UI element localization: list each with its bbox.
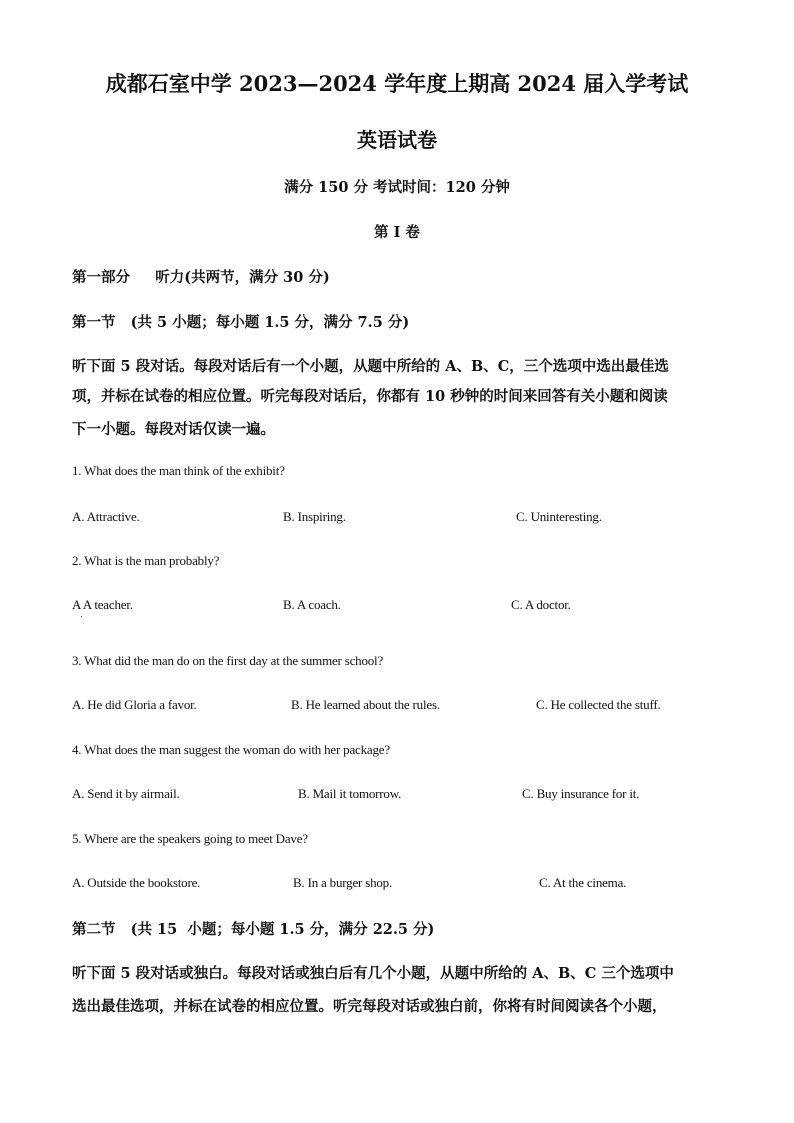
option-b: B. Inspiring.: [283, 509, 346, 524]
option-b: B. He learned about the rules.: [291, 697, 440, 712]
stray-mark: [81, 616, 82, 617]
question-stem: 3. What did the man do on the first day at the summer school?: [72, 653, 384, 668]
section1-instruction-line: 下一小题。每段对话仅读一遍。: [72, 421, 275, 438]
option-c: C. Buy insurance for it.: [522, 786, 640, 801]
option-a: A. Outside the bookstore.: [72, 875, 201, 890]
exam-title: 成都石室中学 2023—2024 学年度上期高 2024 届入学考试: [105, 71, 689, 96]
section1-instruction-line: 项，并标在试卷的相应位置。听完每段对话后，你都有 10 秒钟的时间来回答有关小题和阅读: [72, 388, 668, 405]
section2-instruction-line: 听下面 5 段对话或独白。每段对话或独白后有几个小题，从题中所给的 A、B、C 三个选项中: [72, 965, 674, 982]
option-b: B. Mail it tomorrow.: [298, 786, 402, 801]
option-a: A. He did Gloria a favor.: [72, 697, 197, 712]
option-a: A. Attractive.: [72, 509, 140, 524]
section1-heading: 第一节 (共 5 小题；每小题 1.5 分，满分 7.5 分): [72, 314, 410, 331]
option-c: C. He collected the stuff.: [536, 697, 661, 712]
option-c: C. Uninteresting.: [516, 509, 602, 524]
exam-subject: 英语试卷: [357, 128, 437, 152]
option-a: A. Send it by airmail.: [72, 786, 180, 801]
option-a: A A teacher.: [72, 597, 133, 612]
question-stem: 5. Where are the speakers going to meet Dave?: [72, 831, 308, 846]
option-c: C. At the cinema.: [539, 875, 627, 890]
section2-heading: 第二节 (共 15 小题；每小题 1.5 分，满分 22.5 分): [72, 921, 435, 938]
question-stem: 4. What does the man suggest the woman do with her package?: [72, 742, 390, 757]
section1-instruction-line: 听下面 5 段对话。每段对话后有一个小题，从题中所给的 A、B、C，三个选项中选出最佳选: [72, 358, 669, 375]
exam-meta: 满分 150 分 考试时间：120 分钟: [284, 179, 510, 196]
question-stem: 2. What is the man probably?: [72, 553, 220, 568]
option-b: B. In a burger shop.: [293, 875, 393, 890]
section2-instruction-line: 选出最佳选项，并标在试卷的相应位置。听完每段对话或独白前，你将有时间阅读各个小题，: [72, 998, 667, 1015]
question-stem: 1. What does the man think of the exhibit?: [72, 463, 285, 478]
part1-heading: 第一部分 听力(共两节，满分 30 分): [72, 269, 330, 286]
option-b: B. A coach.: [283, 597, 341, 612]
volume-label: 第 I 卷: [374, 224, 420, 241]
option-c: C. A doctor.: [511, 597, 571, 612]
